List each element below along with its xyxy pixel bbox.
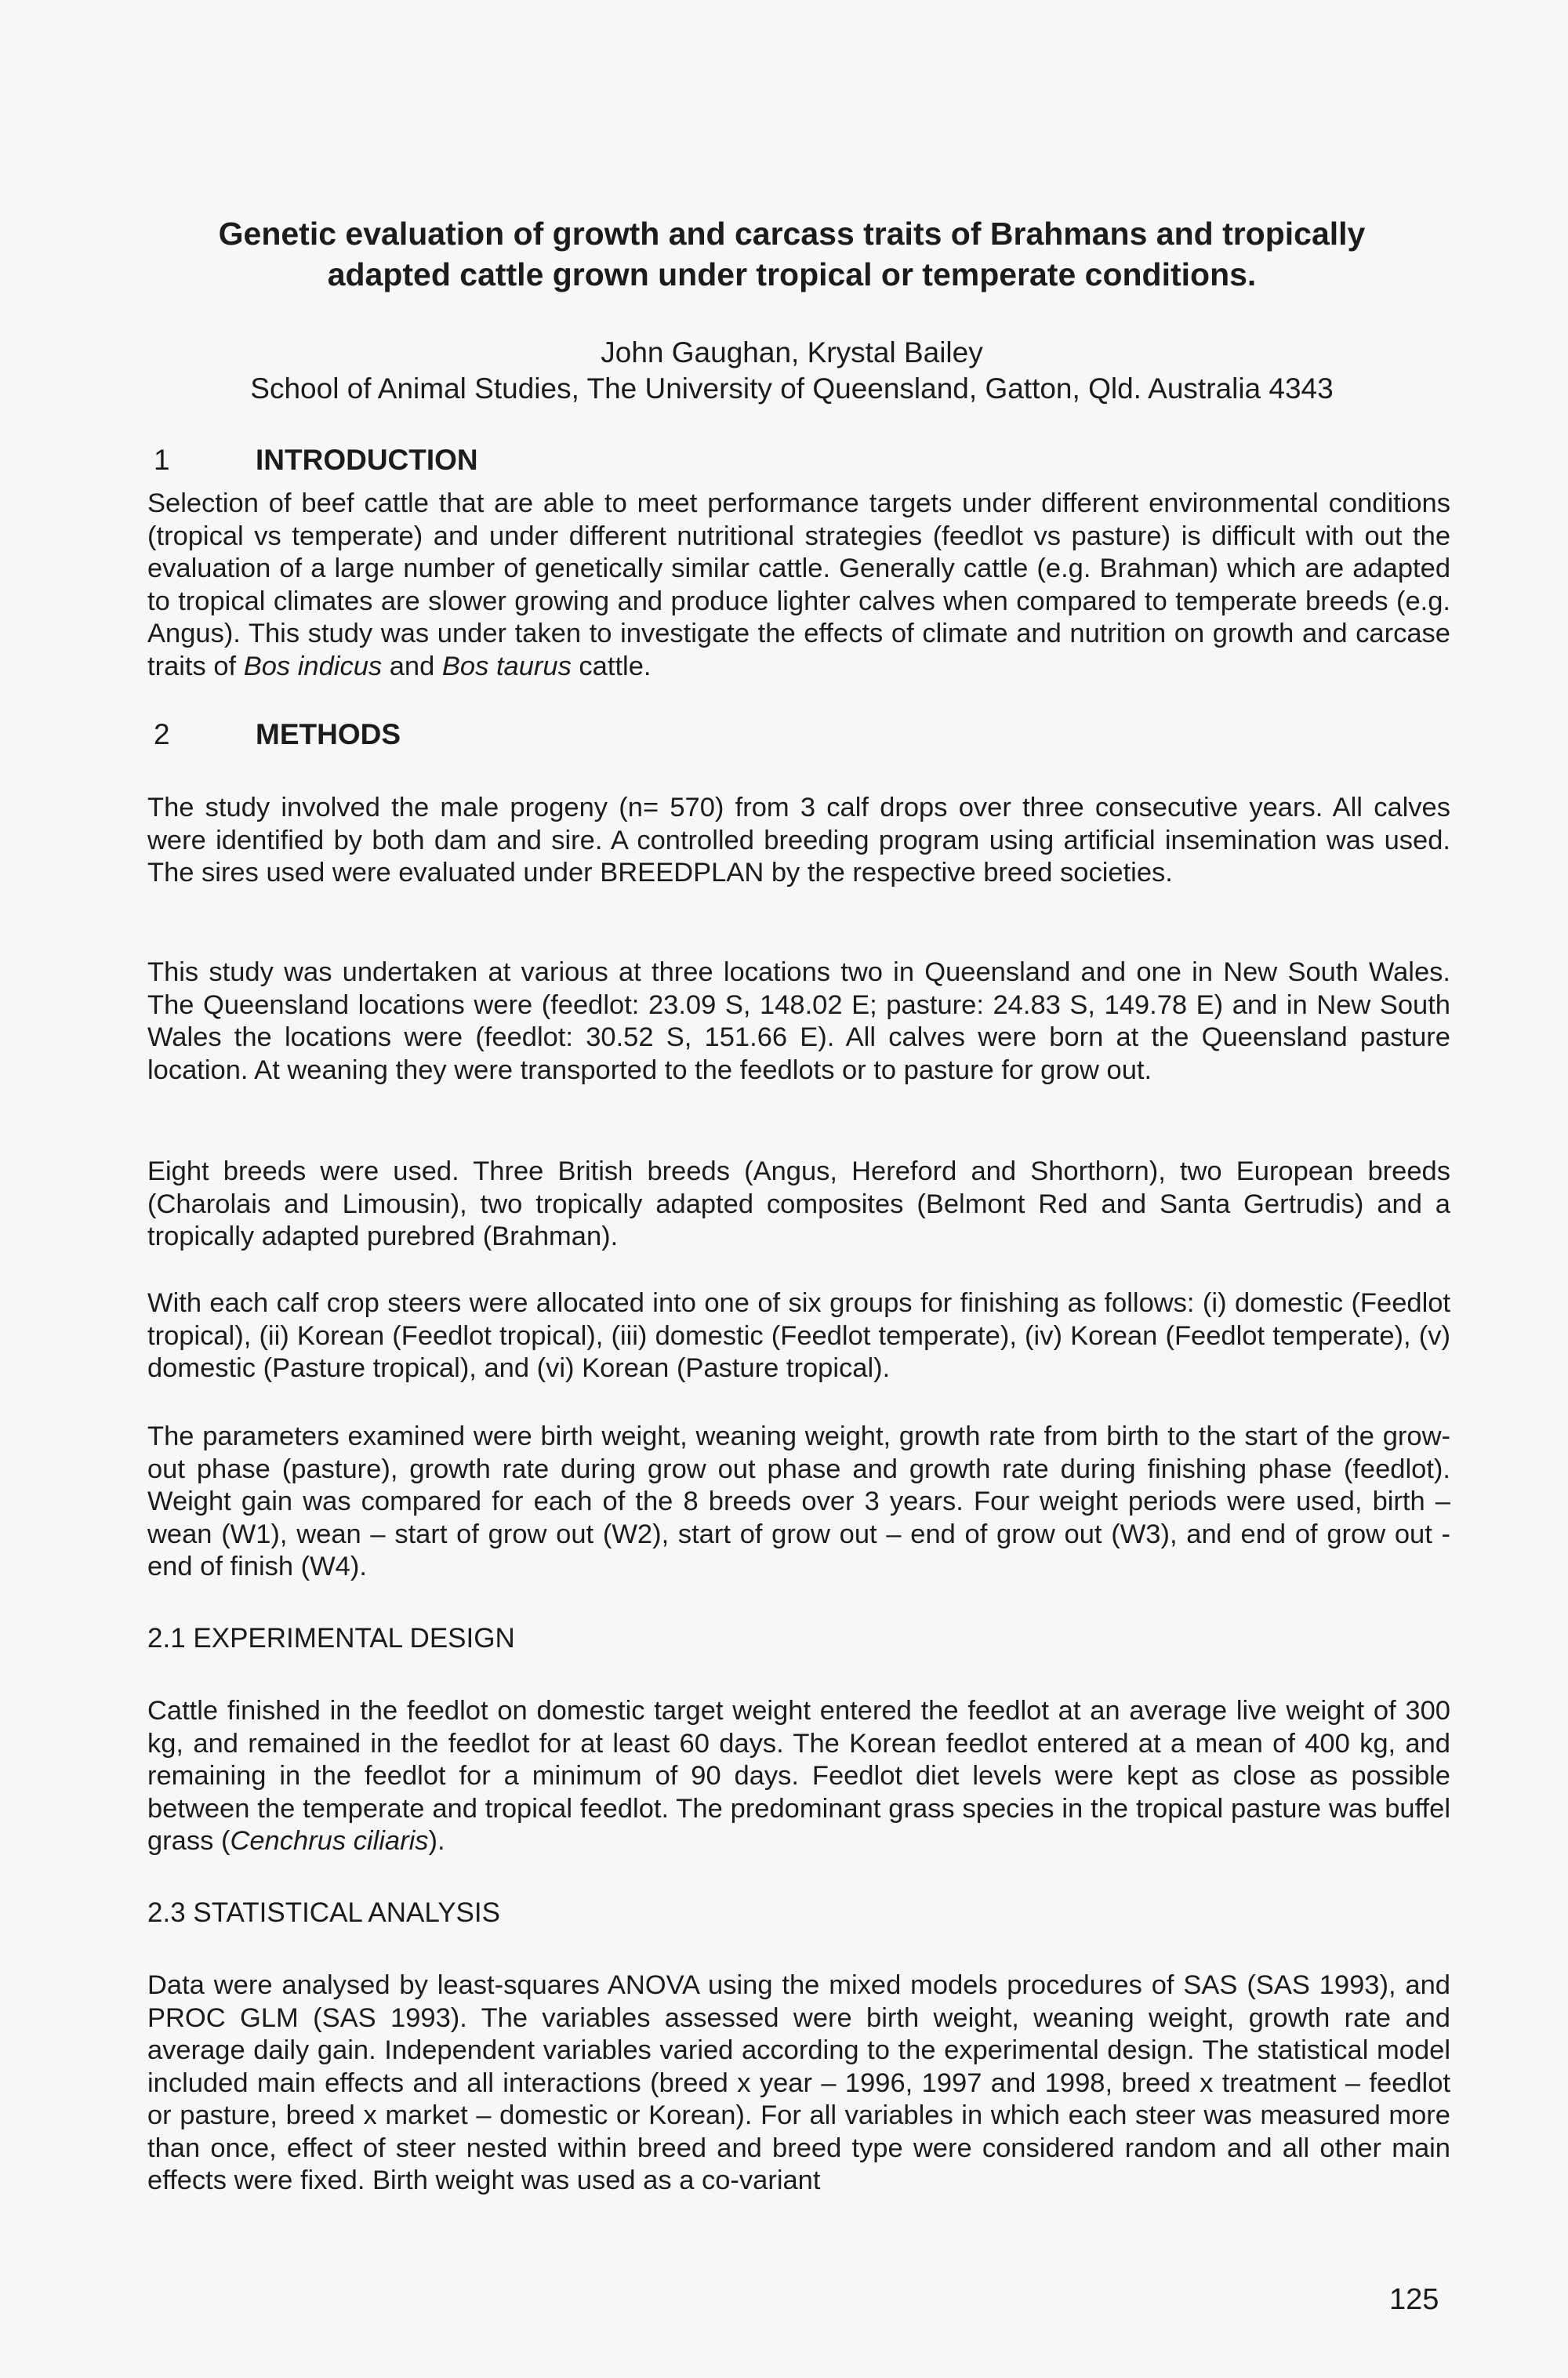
methods-paragraph-5: The parameters examined were birth weight, weaning weight, growth rate from birth to the start of the grow-out phase (pasture), growth rate during grow out phase and growth rate during finishing phase (feedlot). Weight gain was compared for each of the 8 breeds over 3 years. Four weight periods were used, birth – wean (W1), wean – start of grow out (W2), start of grow out – end of grow out (W3), and end of grow out - end of finish (W4). (147, 1421, 1450, 1581)
authors: John Gaughan, Krystal Bailey (601, 336, 983, 368)
methods-paragraph-3: Eight breeds were used. Three British breeds (Angus, Hereford and Shorthorn), two European breeds (Charolais and Limousin), two tropically adapted composites (Belmont Red and Santa Gertrudis) and a tropically adapted purebred (Brahman). (147, 1156, 1450, 1251)
section-1-title: INTRODUCTION (256, 444, 478, 476)
section-2-number: 2 (154, 718, 170, 750)
design-text: Cattle finished in the feedlot on domestic target weight entered the feedlot at an average live weight of 300 kg, and remained in the feedlot for at least 60 days. The Korean feedlot entered at a mean of 400 kg, and remaining in the feedlot for a minimum of 90 days. Feedlot diet levels were kept as close as possible between the temperate and tropical feedlot. The predominant grass species in the tropical pasture was buffel grass ( (147, 1696, 1450, 1856)
section-2-heading (154, 718, 401, 751)
introduction-paragraph (147, 488, 1450, 683)
intro-text: Selection of beef cattle that are able to meet performance targets under different environmental conditions (tropical vs temperate) and under different nutritional strategies (feedlot vs pasture) is difficult with out the evaluation of a large number of genetically similar cattle. Generally cattle (e.g. Brahman) which are adapted to tropical climates are slower growing and produce lighter calves when compared to temperate breeds (e.g. Angus). This study was under taken to investigate the effects of climate and nutrition on growth and carcase traits of (147, 488, 1450, 681)
paper-title (149, 213, 1435, 295)
intro-species-1: Bos indicus (243, 651, 383, 681)
intro-species-2: Bos taurus (441, 651, 572, 681)
section-2-1-heading: 2.1 EXPERIMENTAL DESIGN (147, 1623, 515, 1654)
intro-conj: and (389, 651, 435, 681)
methods-paragraph-4: With each calf crop steers were allocated into one of six groups for finishing as follows: (i) domestic (Feedlot tropical), (ii) Korean (Feedlot tropical), (iii) domestic (Feedlot temperate), (iv) Korean (Feedlot temperate), (v) domestic (Pasture tropical), and (vi) Korean (Pasture tropical). (147, 1288, 1450, 1383)
design-end: ). (428, 1826, 445, 1856)
methods-paragraph-1: The study involved the male progeny (n= 570) from 3 calf drops over three consecutive years. All calves were identified by both dam and sire. A controlled breeding program using artificial insemination was used. The sires used were evaluated under BREEDPLAN by the respective breed societies. (147, 793, 1450, 888)
methods-paragraph-2: This study was undertaken at various at three locations two in Queensland and one in New South Wales. The Queensland locations were (feedlot: 23.09 S, 148.02 E; pasture: 24.83 S, 149.78 E) and in New South Wales the locations were (feedlot: 30.52 S, 151.66 E). All calves were born at the Queensland pasture location. At weaning they were transported to the feedlots or to pasture for grow out. (147, 957, 1450, 1085)
intro-end: cattle. (579, 651, 652, 681)
affiliation: School of Animal Studies, The University of Queensland, Gatton, Qld. Australia 4343 (250, 372, 1334, 405)
page-number: 125 (1389, 2283, 1439, 2316)
title-line-2: adapted cattle grown under tropical or temperate conditions. (327, 256, 1257, 292)
section-2-3-heading: 2.3 STATISTICAL ANALYSIS (147, 1897, 500, 1928)
experimental-design-paragraph (147, 1695, 1450, 1858)
statistical-analysis-paragraph: Data were analysed by least-squares ANOVA using the mixed models procedures of SAS (SAS 1993), and PROC GLM (SAS 1993). The variables assessed were birth weight, weaning weight, growth rate and average daily gain. Independent variables varied according to the experimental design. The statistical model included main effects and all interactions (breed x year – 1996, 1997 and 1998, breed x treatment – feedlot or pasture, breed x market – domestic or Korean). For all variables in which each steer was measured more than once, effect of steer nested within breed and breed type were considered random and all other main effects were fixed. Birth weight was used as a co-variant (147, 1970, 1450, 2195)
section-1-heading (154, 444, 478, 477)
section-1-number: 1 (154, 444, 170, 476)
title-line-1: Genetic evaluation of growth and carcass traits of Brahmans and tropically (218, 216, 1366, 252)
grass-species: Cenchrus ciliaris (230, 1826, 429, 1856)
section-2-title: METHODS (256, 718, 401, 750)
